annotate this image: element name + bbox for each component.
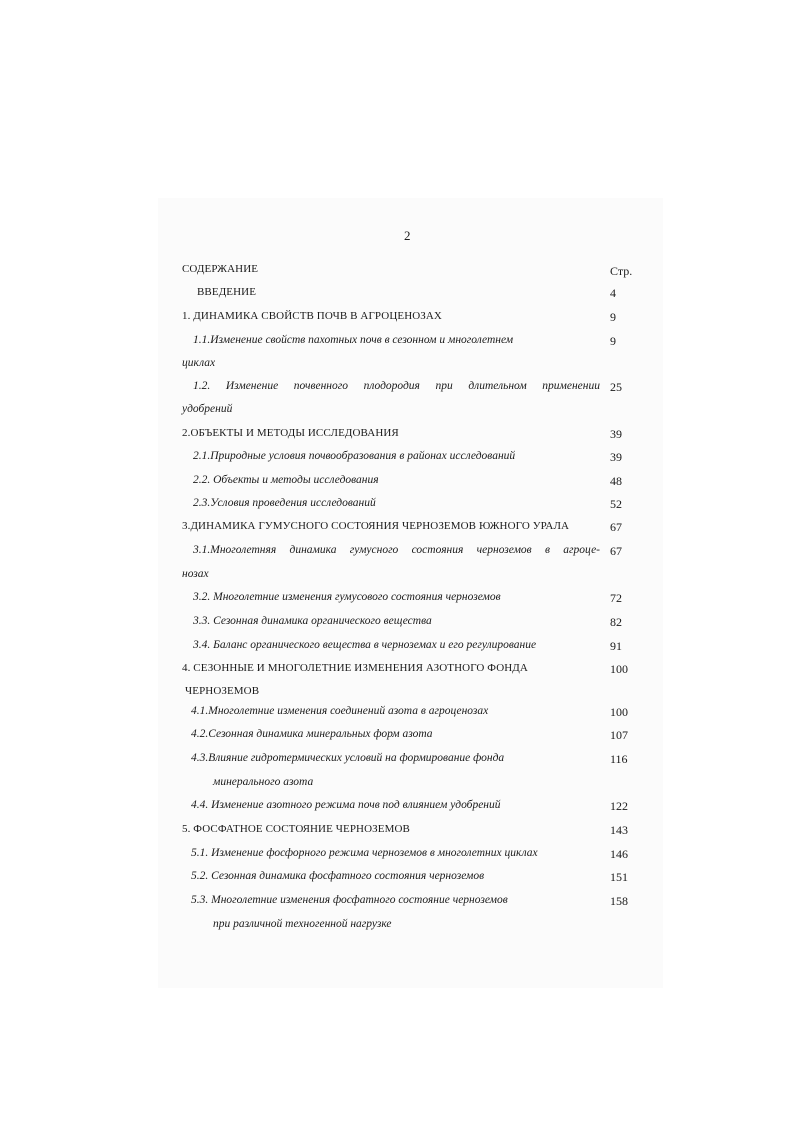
toc-entry-section: 1.2. Изменение почвенного плодородия при длительном применении	[193, 380, 600, 392]
toc-entry-chapter: 2.ОБЪЕКТЫ И МЕТОДЫ ИССЛЕДОВАНИЯ	[182, 427, 399, 439]
toc-page: 107	[610, 728, 628, 742]
page-number: 2	[404, 228, 411, 243]
toc-page: 39	[610, 450, 622, 464]
toc-entry-section-cont: циклах	[182, 357, 216, 369]
toc-page: 91	[610, 639, 622, 653]
toc-page: 67	[610, 544, 622, 558]
toc-entry-section: 4.1.Многолетние изменения соединений азота в агроценозах	[191, 705, 489, 717]
toc-page: 146	[610, 847, 628, 861]
toc-entry-section: 5.3. Многолетние изменения фосфатного состояние черноземов	[191, 894, 508, 906]
toc-entry-section: 4.3.Влияние гидротермических условий на формирование фонда	[191, 752, 505, 764]
toc-page: 122	[610, 799, 628, 813]
toc-page: 48	[610, 474, 622, 488]
toc-entry-section: 3.1.Многолетняя динамика гумусного состояния черноземов в агроце-	[193, 544, 600, 556]
toc-entry-section: 2.3.Условия проведения исследований	[193, 497, 376, 509]
toc-entry-chapter: 3.ДИНАМИКА ГУМУСНОГО СОСТОЯНИЯ ЧЕРНОЗЕМОВ ЮЖНОГО УРАЛА	[182, 520, 570, 532]
toc-entry-section-cont: нозах	[182, 568, 209, 580]
toc-page: 9	[610, 334, 616, 348]
toc-page: 72	[610, 591, 622, 605]
toc-entry-section: 4.4. Изменение азотного режима почв под влиянием удобрений	[191, 799, 501, 811]
toc-entry-chapter: 4. СЕЗОННЫЕ И МНОГОЛЕТНИЕ ИЗМЕНЕНИЯ АЗОТНОГО ФОНДА	[182, 662, 528, 674]
toc-entry-intro: ВВЕДЕНИЕ	[197, 286, 257, 298]
toc-page: 143	[610, 823, 628, 837]
toc-entry-section-cont: минерального азота	[213, 776, 314, 788]
page-column-label: Стр.	[610, 264, 633, 278]
toc-entry-section: 1.1.Изменение свойств пахотных почв в сезонном и многолетнем	[193, 334, 514, 346]
toc-entry-section: 5.2. Сезонная динамика фосфатного состояния черноземов	[191, 870, 485, 882]
toc-page: 158	[610, 894, 628, 908]
toc-page: 39	[610, 427, 622, 441]
toc-page: 9	[610, 310, 616, 324]
toc-entry-section: 5.1. Изменение фосфорного режима черноземов в многолетних циклах	[191, 847, 538, 859]
toc-page: 4	[610, 286, 616, 300]
toc-entry-section: 2.1.Природные условия почвообразования в районах исследований	[193, 450, 516, 462]
toc-entry-section-cont: при различной техногенной нагрузке	[213, 918, 392, 930]
toc-page: 116	[610, 752, 628, 766]
toc-page: 100	[610, 705, 628, 719]
toc-entry-section: 3.4. Баланс органического вещества в черноземах и его регулирование	[193, 639, 537, 651]
toc-entry-chapter: 5. ФОСФАТНОЕ СОСТОЯНИЕ ЧЕРНОЗЕМОВ	[182, 823, 410, 835]
toc-entry-section: 3.2. Многолетние изменения гумусового состояния черноземов	[193, 591, 501, 603]
toc-entry-chapter: 1. ДИНАМИКА СВОЙСТВ ПОЧВ В АГРОЦЕНОЗАХ	[182, 310, 442, 322]
toc-page: 67	[610, 520, 622, 534]
toc-entry-section-cont: удобрений	[182, 403, 233, 415]
toc-entry-section: 4.2.Сезонная динамика минеральных форм азота	[191, 728, 433, 740]
toc-entry-section: 2.2. Объекты и методы исследования	[193, 474, 379, 486]
toc-page: 82	[610, 615, 622, 629]
toc-page: 151	[610, 870, 628, 884]
toc-entry-chapter-cont: ЧЕРНОЗЕМОВ	[185, 685, 260, 697]
toc-heading: СОДЕРЖАНИЕ	[182, 263, 259, 275]
toc-page: 52	[610, 497, 622, 511]
toc-entry-section: 3.3. Сезонная динамика органического вещества	[193, 615, 432, 627]
toc-page: 25	[610, 380, 622, 394]
toc-page: 100	[610, 662, 628, 676]
